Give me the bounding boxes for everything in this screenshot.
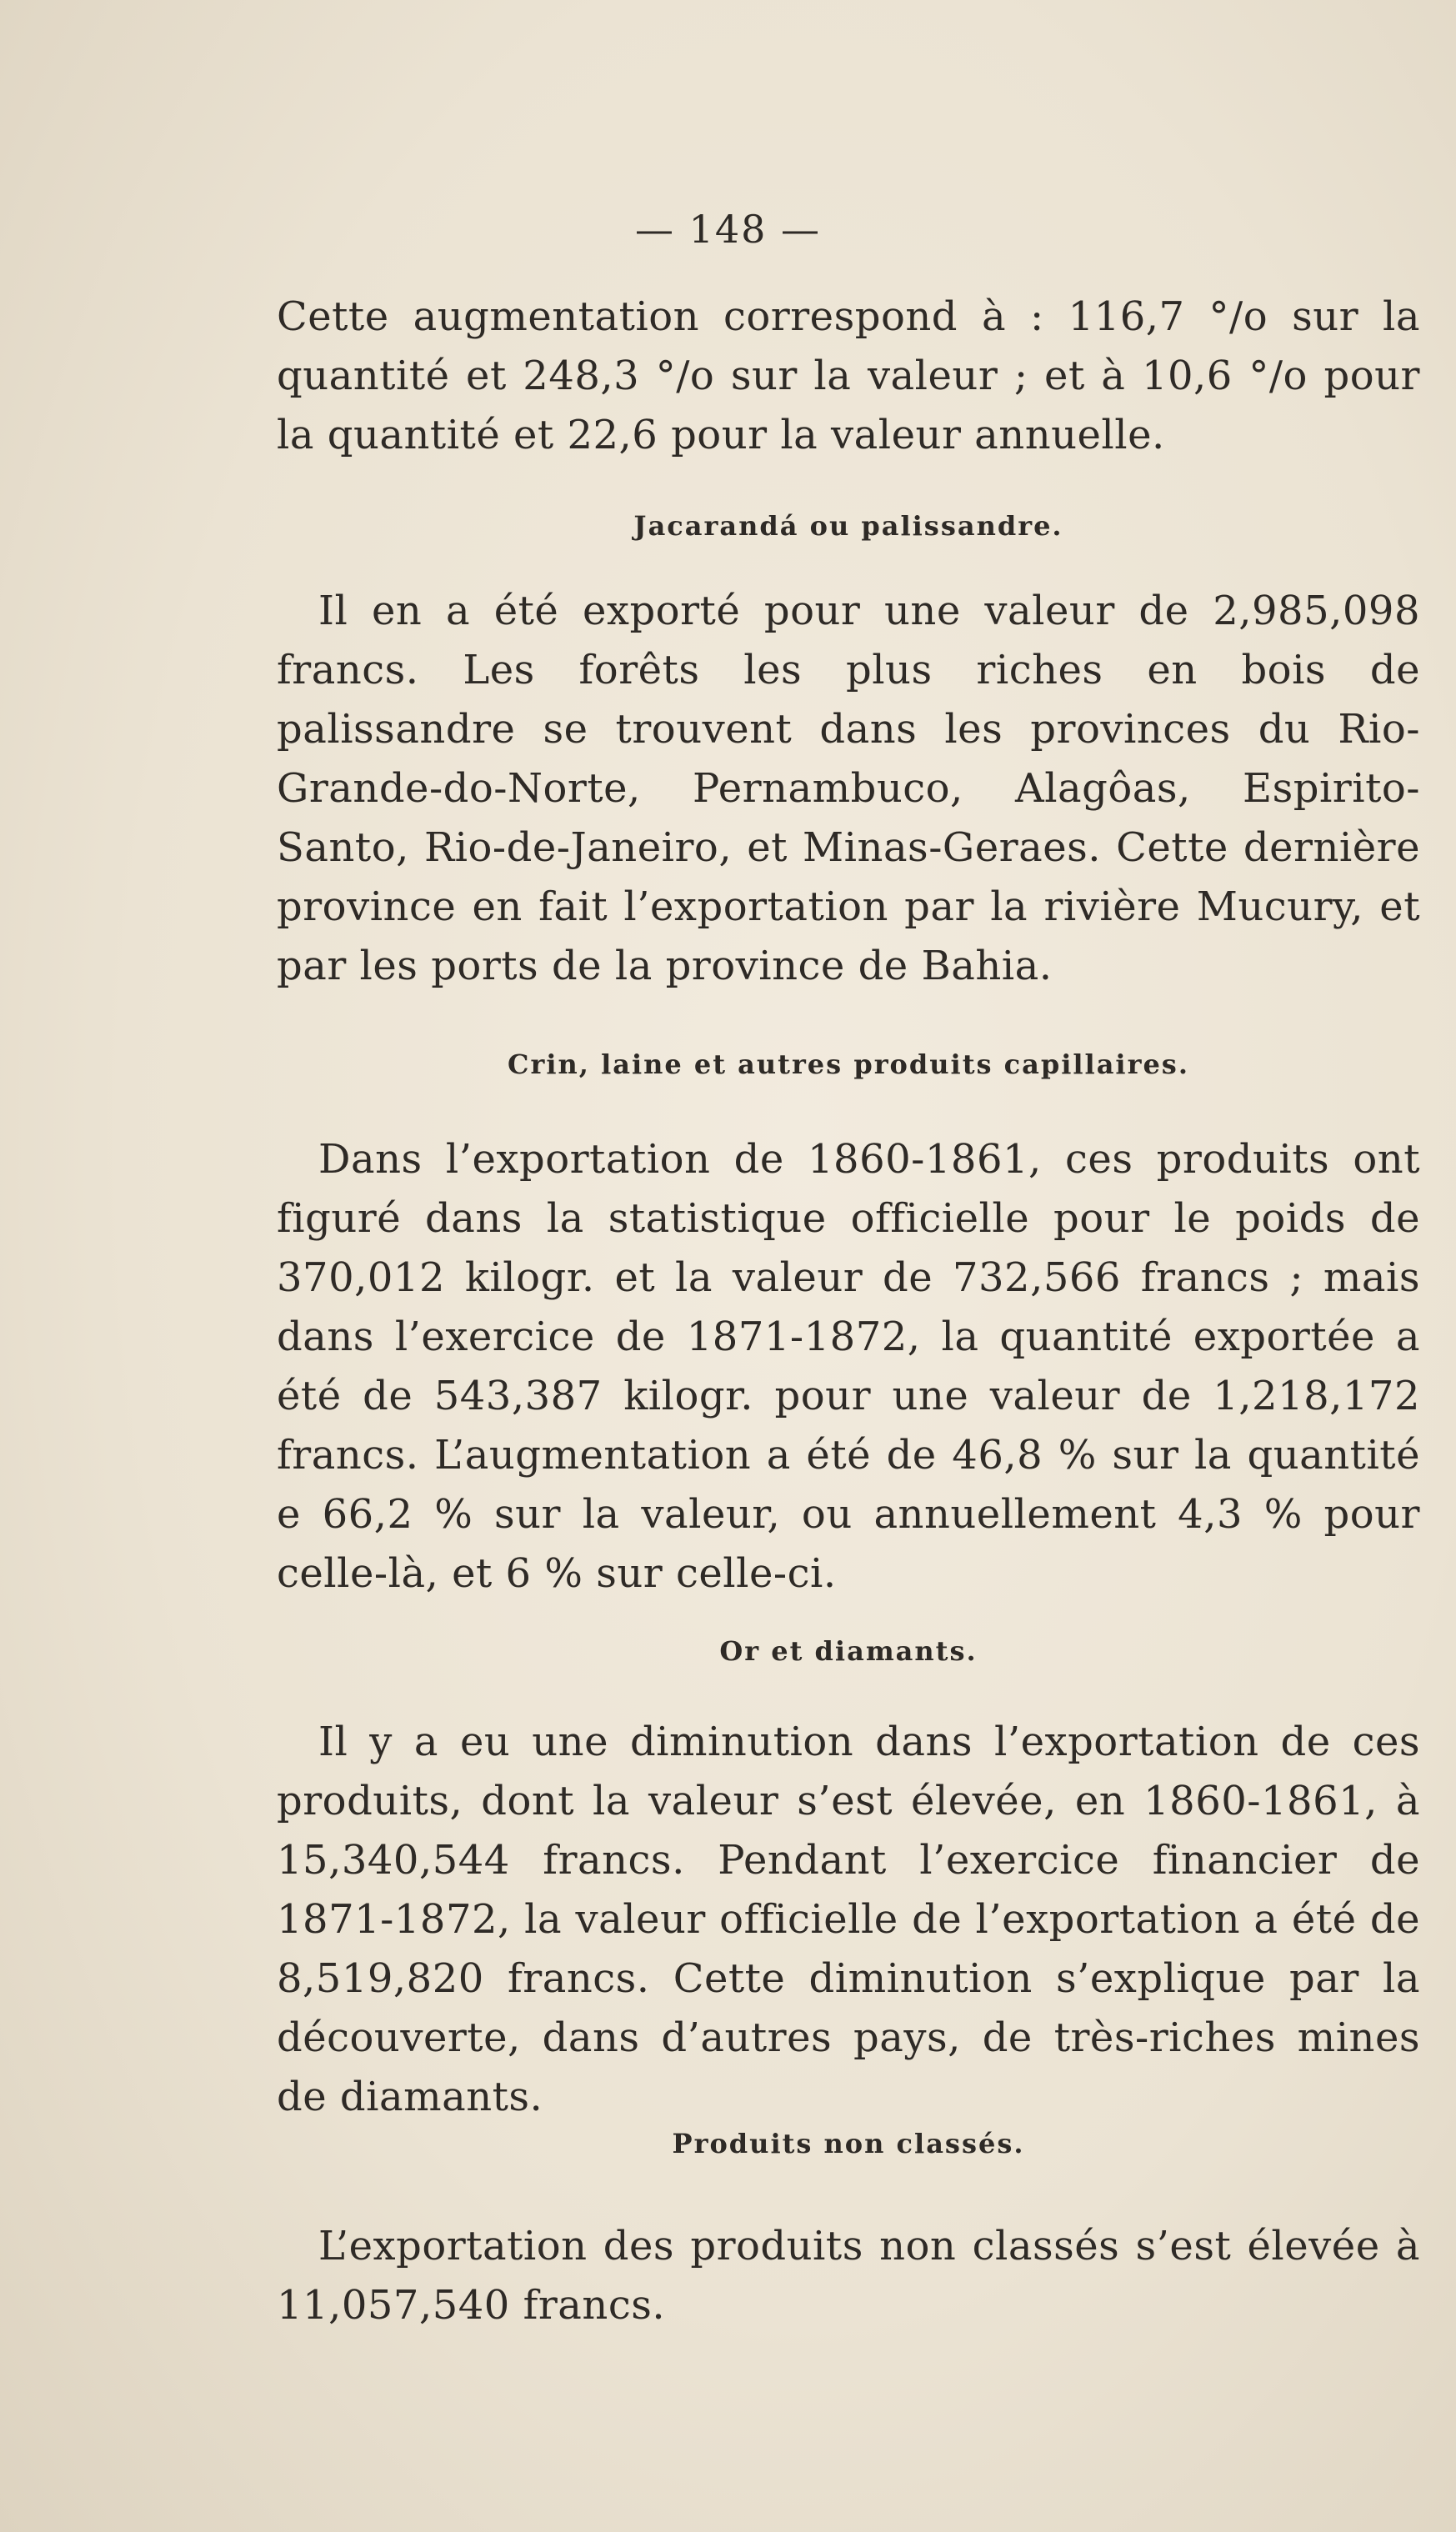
heading-crin-laine: Crin, laine et autres produits capillaires. bbox=[508, 1048, 1189, 1080]
heading-produits-non-classes: Produits non classés. bbox=[672, 2128, 1025, 2159]
paragraph-crin-laine: Dans l’exportation de 1860-1861, ces produits ont figuré dans la statistique officielle pour le poids de 370,012 kilogr. et la valeur de 732,566 francs ; mais dans l’exercice de 1871-1872, la quantité exportée a été de 543,387 kilogr. pour une valeur de 1,218,172 francs. L’augmentation a été de 46,8 % sur la quantité e 66,2 % sur la valeur, ou annuellement 4,3 % pour celle-là, et 6 % sur celle-ci. bbox=[277, 1136, 1420, 1597]
paragraph-or-diamants: Il y a eu une diminution dans l’exportation de ces produits, dont la valeur s’est élevée, en 1860-1861, à 15,340,544 francs. Pendant l’exercice financier de 1871-1872, la valeur officielle de l’exportation a été de 8,519,820 francs. Cette diminution s’explique par la découverte, dans d’autres pays, de très-riches mines de diamants. bbox=[277, 1719, 1420, 2120]
paragraph-produits-non-classes: L’exportation des produits non classés s’est élevée à 11,057,540 francs. bbox=[277, 2223, 1420, 2329]
paragraph-augmentation: Cette augmentation correspond à : 116,7 °/o sur la quantité et 248,3 °/o sur la valeur ; et à 10,6 °/o pour la quantité et 22,6 pour la valeur annuelle. bbox=[277, 293, 1420, 458]
page-number: — 148 — bbox=[634, 207, 822, 252]
heading-jacaranda: Jacarandá ou palissandre. bbox=[633, 510, 1063, 542]
heading-or-diamants: Or et diamants. bbox=[719, 1635, 978, 1667]
paragraph-jacaranda: Il en a été exporté pour une valeur de 2,985,098 francs. Les forêts les plus riches en bois de palissandre se trouvent dans les provinces du Rio-Grande-do-Norte, Pernambuco, Alagôas, Espirito-Santo, Rio-de-Janeiro, et Minas-Geraes. Cette dernière province en fait l’exportation par la rivière Mucury, et par les ports de la province de Bahia. bbox=[277, 588, 1420, 989]
